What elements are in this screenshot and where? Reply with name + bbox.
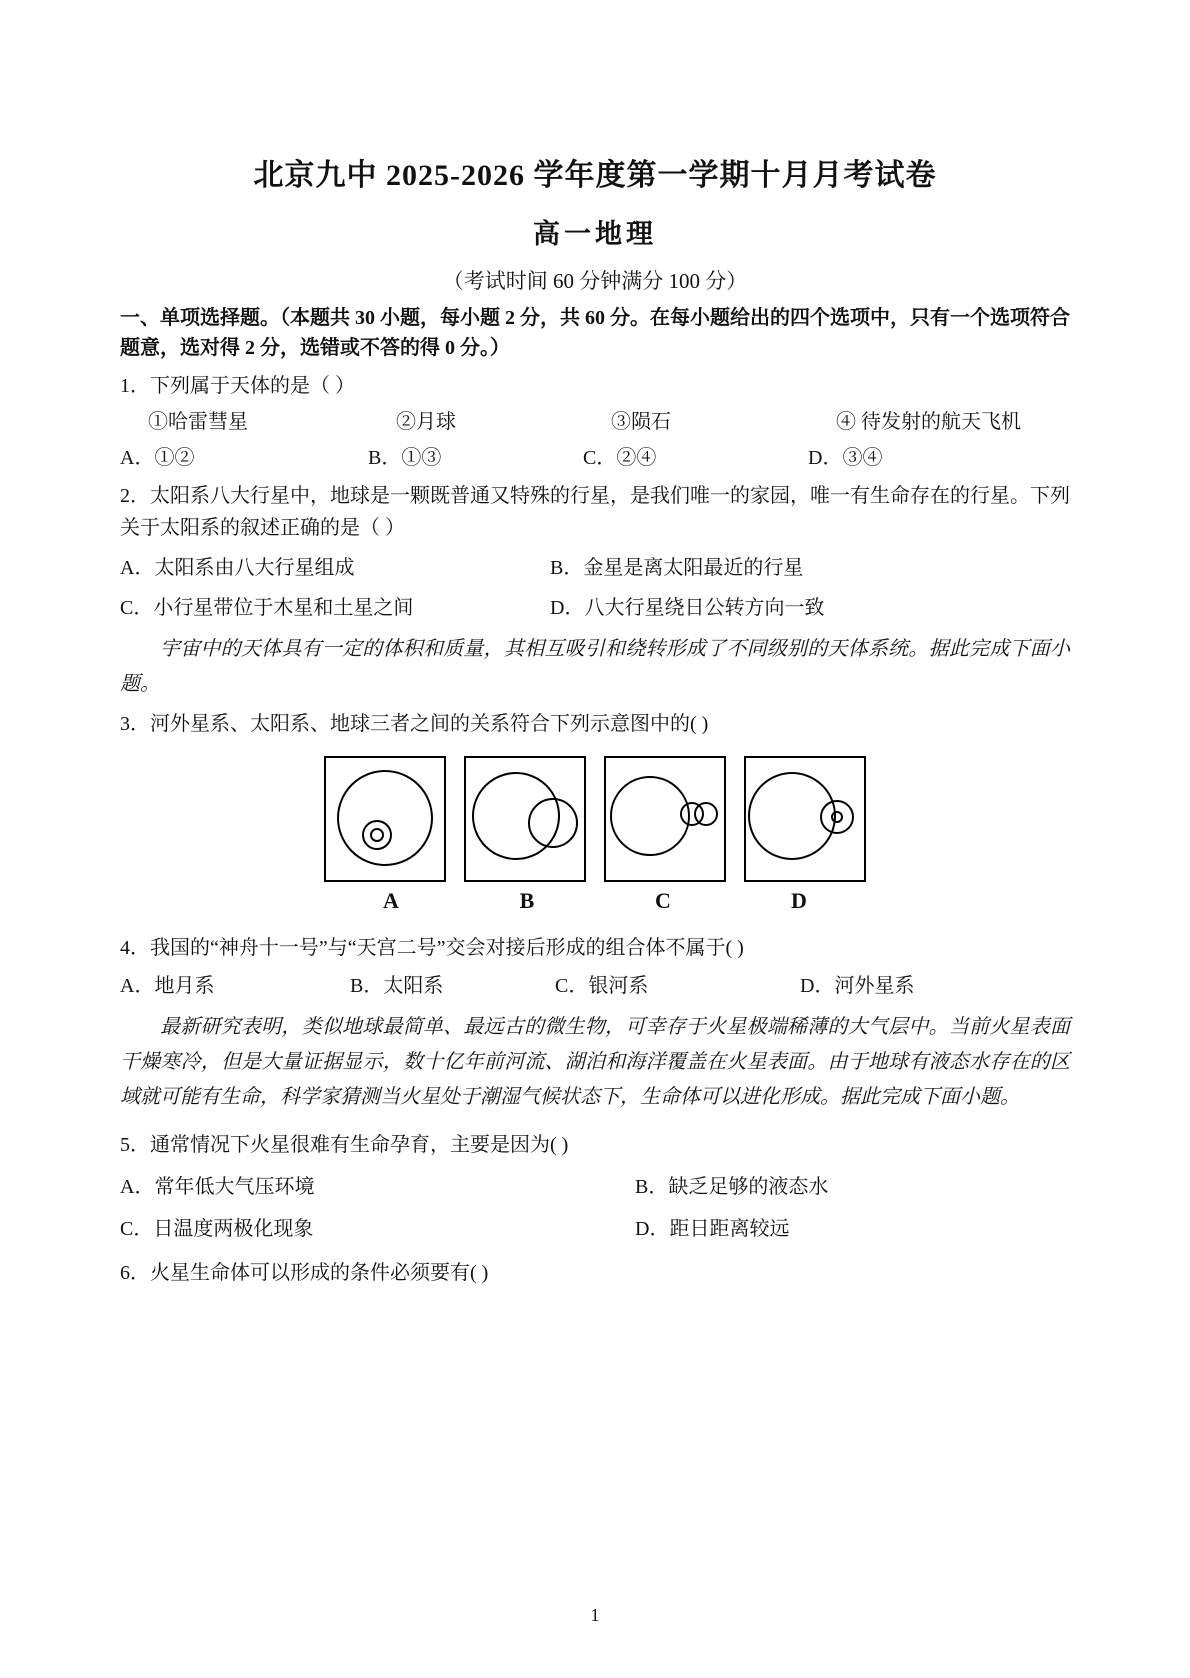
question-5-options-row-2 [120, 1213, 1070, 1245]
figure-option-a-box [324, 756, 446, 882]
question-1-option-c: C．②④ [583, 447, 657, 469]
page-number: 1 [590, 1605, 600, 1625]
question-1-item-2: ②月球 [396, 411, 456, 433]
question-4-option-a: A．地月系 [120, 975, 215, 997]
figure-option-c-box [604, 756, 726, 882]
page-title: 北京九中 2025-2026 学年度第一学期十月月考试卷 [253, 159, 937, 192]
figure-boxes [324, 756, 866, 882]
circle-right-c [694, 802, 718, 826]
question-2-option-b: B．金星是离太阳最近的行星 [550, 557, 804, 579]
question-5-option-a: A．常年低大气压环境 [120, 1176, 315, 1198]
figure-label-c: C [655, 888, 671, 913]
question-5-option-d: D．距日距离较远 [635, 1218, 790, 1240]
question-2-options-row-1 [120, 552, 1070, 584]
figure-labels [332, 888, 858, 914]
question-2-option-a: A．太阳系由八大行星组成 [120, 557, 355, 579]
circle-left-c [610, 776, 690, 856]
question-1-items [120, 406, 1070, 438]
circle-outer-a [337, 770, 433, 866]
question-4-options [120, 970, 1070, 1002]
question-5-options-row-1 [120, 1171, 1070, 1203]
question-1-stem: 1．下列属于天体的是（ ） [120, 375, 355, 397]
question-1-options [120, 442, 1070, 474]
circle-inner-a [370, 828, 384, 842]
question-1-option-d: D．③④ [808, 447, 883, 469]
section-heading-1: 一、单项选择题。（本题共 30 小题，每小题 2 分，共 60 分。在每小题给出的四个选项中，只有一个选项符合题意，选对得 2 分，选错或不答的得 0 分。） [120, 307, 1070, 359]
circle-small-b [528, 798, 578, 848]
question-5-option-b: B．缺乏足够的液态水 [635, 1176, 829, 1198]
question-2-options-row-2 [120, 592, 1070, 624]
question-1-item-3: ③陨石 [611, 411, 671, 433]
figure-label-d: D [791, 888, 807, 913]
question-1-option-b: B．①③ [368, 447, 442, 469]
question-3-figure [120, 756, 1070, 914]
question-2-stem: 2．太阳系八大行星中，地球是一颗既普通又特殊的行星，是我们唯一的家园，唯一有生命存在的行星。下列关于太阳系的叙述正确的是（ ） [120, 485, 1070, 539]
exam-time-note: （考试时间 60 分钟满分 100 分） [442, 269, 748, 293]
question-2-option-d: D．八大行星绕日公转方向一致 [550, 597, 825, 619]
question-1-option-a: A．①② [120, 447, 195, 469]
question-5-stem: 5．通常情况下火星很难有生命孕育，主要是因为( ) [120, 1134, 569, 1156]
passage-1: 宇宙中的天体具有一定的体积和质量，其相互吸引和绕转形成了不同级别的天体系统。据此完成下面小题。 [120, 638, 1070, 695]
figure-label-a: A [383, 888, 399, 913]
figure-option-d-box [744, 756, 866, 882]
question-1-item-1: ①哈雷彗星 [148, 411, 248, 433]
question-4-option-b: B．太阳系 [350, 975, 444, 997]
question-4-option-d: D．河外星系 [800, 975, 915, 997]
figure-option-b-box [464, 756, 586, 882]
question-1-item-4: ④ 待发射的航天飞机 [836, 411, 1021, 433]
question-3-stem: 3．河外星系、太阳系、地球三者之间的关系符合下列示意图中的( ) [120, 713, 709, 735]
question-6-stem: 6．火星生命体可以形成的条件必须要有( ) [120, 1262, 489, 1284]
passage-2: 最新研究表明，类似地球最简单、最远古的微生物，可幸存于火星极端稀薄的大气层中。当前火星表面干燥寒冷，但是大量证据显示，数十亿年前河流、湖泊和海洋覆盖在火星表面。由于地球有液态水存在的区域就可能有生命，科学家猜测当火星处于潮湿气候状态下，生命体可以进化形成。据此完成下面小题。 [120, 1016, 1070, 1108]
question-5-option-c: C．日温度两极化现象 [120, 1218, 314, 1240]
circle-dot-d [831, 811, 843, 823]
figure-label-b: B [519, 888, 535, 913]
page-subtitle: 高一地理 [533, 219, 657, 249]
question-4-stem: 4．我国的“神舟十一号”与“天宫二号”交会对接后形成的组合体不属于( ) [120, 937, 744, 959]
question-4-option-c: C．银河系 [555, 975, 649, 997]
question-2-option-c: C．小行星带位于木星和土星之间 [120, 597, 414, 619]
